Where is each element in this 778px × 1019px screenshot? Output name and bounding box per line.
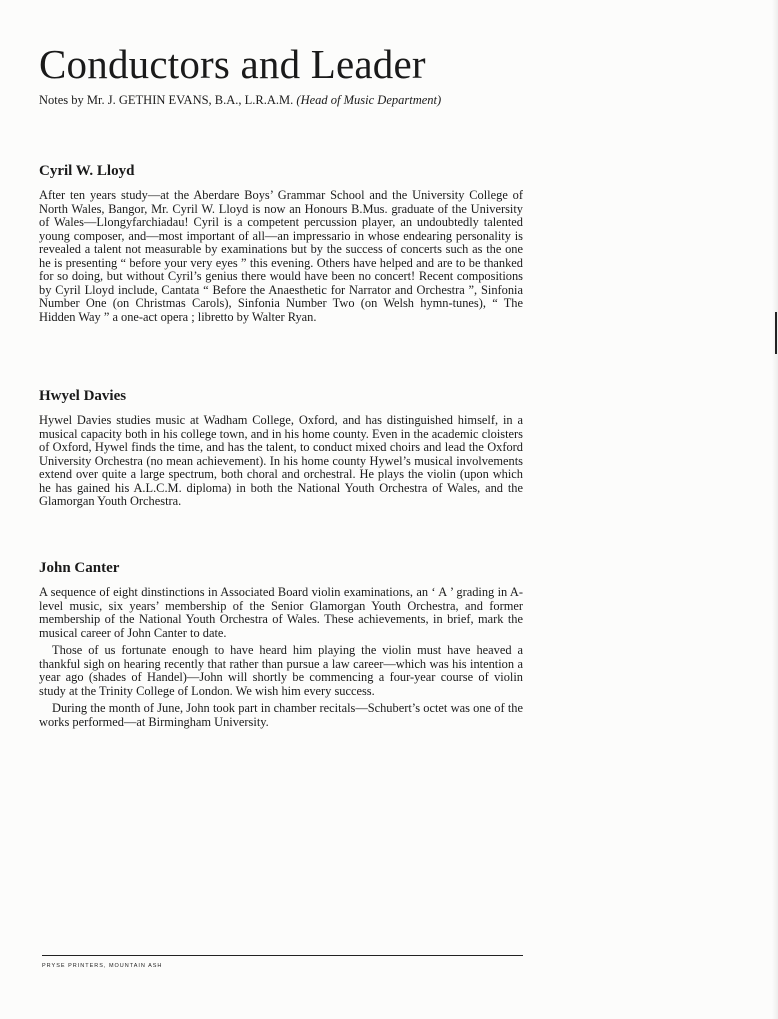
- printer-credit: PRYSE PRINTERS, MOUNTAIN ASH: [42, 963, 163, 969]
- subtitle-author: Notes by Mr. J. GETHIN EVANS, B.A., L.R.A.M.: [39, 93, 297, 107]
- section-heading: John Canter: [39, 560, 120, 576]
- section-paragraph: A sequence of eight dinstinctions in Associated Board violin examinations, an ‘ A ’ grading in A-level music, six years’ membership of the Senior Glamorgan Youth Orchestra, and former membership of the National Youth Orchestra of Wales. These achievements, in brief, mark the musical career of John Canter to date.: [39, 585, 523, 640]
- section-hywel-davies: [39, 387, 523, 509]
- page-subtitle: [39, 92, 441, 108]
- section-paragraph: During the month of June, John took part in chamber recitals—Schubert’s octet was one of the works performed—at Birmingham University.: [39, 701, 523, 729]
- section-heading: Hwyel Davies: [39, 388, 127, 404]
- section-paragraph: Hywel Davies studies music at Wadham College, Oxford, and has distinguished himself, in a musical capacity both in his college town, and in his home county. Even in the academic cloisters of Oxford, Hywel finds the time, and has the talent, to conduct mixed choirs and lead the Oxford University Orchestra (no mean achievement). In his home county Hywel’s musical involvements extend over quite a large spectrum, both choral and orchestral. He plays the violin (upon which he has gained his A.L.C.M. diploma) in both the National Youth Orchestra of Wales, and the Glamorgan Youth Orchestra.: [39, 413, 523, 508]
- page-title: Conductors and Leader: [39, 41, 426, 87]
- section-paragraph: Those of us fortunate enough to have heard him playing the violin must have heaved a thankful sigh on hearing recently that rather than pursue a law career—which was his intention a year ago (shades of Handel)—John will shortly be commencing a four-year course of violin study at the Trinity College of London. We wish him every success.: [39, 643, 523, 698]
- binding-mark: [775, 312, 777, 354]
- page-edge-shadow: [772, 0, 778, 1019]
- subtitle-role: (Head of Music Department): [296, 93, 442, 107]
- section-heading: Cyril W. Lloyd: [39, 163, 135, 179]
- section-paragraph: After ten years study—at the Aberdare Boys’ Grammar School and the University College of North Wales, Bangor, Mr. Cyril W. Lloyd is now an Honours B.Mus. graduate of the University of Wales—Llongyfarchiadau! Cyril is a competent percussion player, an undoubtedly talented young composer, and—most important of all—an impressario in whose endearing personality is revealed a talent not measurable by examinations but by the success of concerts such as the one he is presenting “ before your very eyes ” this evening. Others have helped and are to be thanked for so doing, but without Cyril’s genius there would have been no concert! Recent compositions by Cyril Lloyd include, Cantata “ Before the Anaesthetic for Narrator and Orchestra ”, Sinfonia Number One (on Christmas Carols), Sinfonia Number Two (on Welsh hymn-tunes), “ The Hidden Way ” a one-act opera ; libretto by Walter Ryan.: [39, 188, 523, 324]
- section-john-canter: [39, 559, 523, 729]
- footer-divider: [42, 955, 523, 956]
- section-cyril-lloyd: [39, 162, 523, 324]
